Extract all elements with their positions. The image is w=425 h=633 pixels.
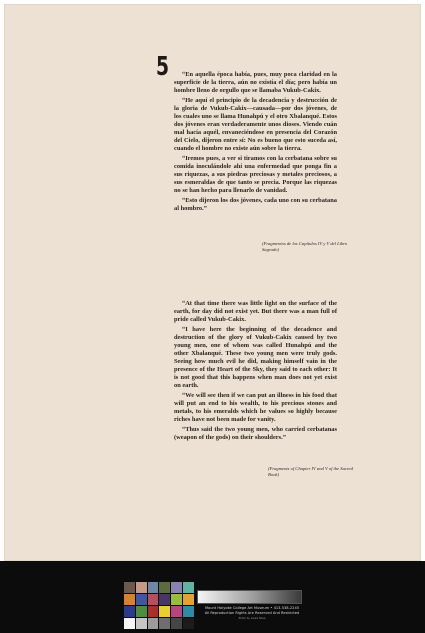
color-swatch [124, 606, 135, 617]
english-paragraph: “We will see then if we can put an illness in his food that will put an end to his wealth, to his precious stones and metals, to his emeralds which he values so highly because riches have not been made for vanity. [174, 391, 337, 424]
color-swatch [136, 594, 147, 605]
color-swatch [124, 618, 135, 629]
english-paragraph: “I have here the beginning of the decadence and destruction of the glory of Vukub-Cakix caused by two young men, one of whom was called Hunahpú and the other Xbalanqué. These two young men were truly gods. Seeing how much evil he did, making himself vain in the presence of the Heart of the Sky, they said to each other: It is not good that this happens when man does not yet exist on earth. [174, 325, 337, 390]
grayscale-strip [197, 590, 302, 604]
spanish-paragraph: “Esto dijeron los dos jóvenes, cada uno con su cerbatana al hombro.” [174, 196, 337, 212]
color-swatch [171, 618, 182, 629]
color-swatch [148, 582, 159, 593]
color-swatch [183, 618, 194, 629]
color-swatch [136, 582, 147, 593]
color-swatch [183, 606, 194, 617]
color-calibration-target [124, 582, 194, 629]
english-text [174, 300, 337, 443]
spanish-citation: (Fragmentos de los Capítulos IV y V del Libro Sagrado) [262, 241, 348, 252]
spanish-text [174, 71, 337, 214]
chapter-number: 5 [156, 52, 170, 82]
color-swatch [136, 606, 147, 617]
color-swatch [171, 606, 182, 617]
color-swatch [148, 606, 159, 617]
english-citation: (Fragments of Chapter IV and V of the Sacred Book) [268, 466, 353, 477]
english-paragraph: “At that time there was little light on the surface of the earth, for day did not exist yet. But there was a man full of pride called Vukub-Cakix. [174, 300, 337, 324]
color-swatch [159, 618, 170, 629]
color-swatch [124, 594, 135, 605]
spanish-paragraph: “En aquella época había, pues, muy poca claridad en la superficie de la tierra, aún no existía el día; pero había un hombre lleno de orgullo que se llamaba Vukub-Cakix. [174, 71, 337, 95]
color-swatch [136, 618, 147, 629]
color-swatch [148, 618, 159, 629]
color-swatch [159, 594, 170, 605]
spanish-paragraph: “He aquí el principio de la decadencia y destrucción de la gloria de Vukub-Cakix—causada—por dos jóvenes, de los cuales uno se llama Hunahpú y el otro Xbalanqué. Estos dos jóvenes eran verdaderamente unos dioses. Viendo cuán mal hacía aquél, envaneciéndose en presencia del Corazón del Cielo, dijeron entre sí: No es bueno que esto suceda así, cuando el hombre no existe aún sobre la tierra. [174, 96, 337, 153]
museum-credit [197, 606, 307, 621]
credit-line: Mount Holyoke College Art Museum • 413-538-2245 [204, 606, 300, 610]
color-swatch [171, 582, 182, 593]
color-swatch [148, 594, 159, 605]
color-swatch [159, 582, 170, 593]
color-swatch [124, 582, 135, 593]
credit-line: All Reproduction Rights Are Reserved And Restricted [204, 611, 300, 615]
color-swatch [183, 594, 194, 605]
credit-line: Photo by Laura Shea [238, 617, 266, 620]
spanish-paragraph: “Iremos pues, a ver si tiramos con la cerbatana sobre su comida inoculándole ahí una enfermedad que ponga fin a sus riquezas, a sus piedras preciosas y metales preciosos, a sus esmeraldas de que tanto se precia. Porque las riquezas no se han hecho para llenarlo de vanidad. [174, 154, 337, 195]
english-paragraph: “Thus said the two young men, who carried cerbatanas (weapon of the gods) on their shoulders.” [174, 425, 337, 441]
color-swatch [183, 582, 194, 593]
color-swatch [159, 606, 170, 617]
color-swatch [171, 594, 182, 605]
